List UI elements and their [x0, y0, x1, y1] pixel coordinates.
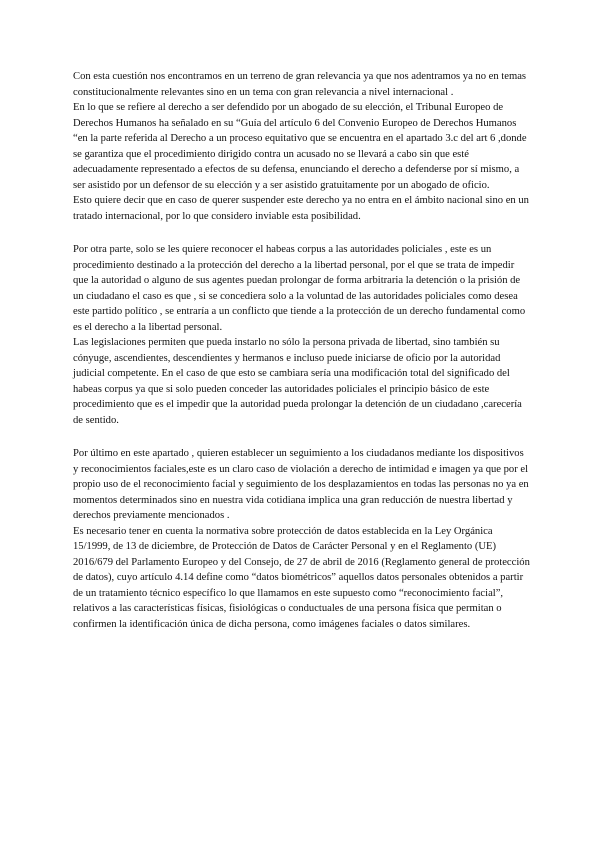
section-1	[73, 69, 531, 224]
document-body	[73, 69, 531, 650]
section-3	[73, 446, 531, 632]
paragraph: Es necesario tener en cuenta la normativa sobre protección de datos establecida en la Ley Orgánica 15/1999, de 13 de diciembre, de Protección de Datos de Carácter Personal y en el Reglamento (UE) 2016/679 del Parlamento Europeo y del Consejo, de 27 de abril de 2016 (Reglamento general de protección de datos), cuyo artículo 4.14 define como “datos biométricos” aquellos datos personales obtenidos a partir de un tratamiento técnico específico lo que llamamos en este supuesto como “reconocimiento facial”, relativos a las características físicas, fisiológicas o conductuales de una persona física que permitan o confirmen la identificación única de dicha persona, como imágenes faciales o datos similares.	[73, 525, 530, 630]
paragraph: Esto quiere decir que en caso de querer suspender este derecho ya no entra en el ámbito nacional sino en un tratado internacional, por lo que considero inviable esta posibilidad.	[73, 195, 529, 222]
paragraph: Con esta cuestión nos encontramos en un terreno de gran relevancia ya que nos adentramos ya no en temas constitucionalmente relevantes sino en un tema con gran relevancia a nivel internacional .	[73, 71, 527, 98]
paragraph: En lo que se refiere al derecho a ser defendido por un abogado de su elección, el Tribunal Europeo de Derechos Humanos ha señalado en su “Guía del artículo 6 del Convenio Europeo de Derechos Humanos “en la parte referida al Derecho a un proceso equitativo que se encuentra en el apartado 3.c del art 6 ,donde se garantiza que el procedimiento dirigido contra un acusado no se llevará a cabo sin que esté adecuadamente representado a efectos de su defensa, enunciando el derecho a defenderse por sí mismo, a ser asistido por un defensor de su elección y a ser asistido gratuitamente por un abogado de oficio.	[73, 102, 527, 191]
paragraph: Por último en este apartado , quieren establecer un seguimiento a los ciudadanos mediante los dispositivos y reconocimientos faciales,este es un claro caso de violación a derecho de intimidad e imagen ya que por el propio uso de el reconocimiento facial y seguimiento de los desplazamientos en todas las personas no ya en momentos determinados sino en nuestra vida cotidiana implica una gran reducción de nuestra libertad y derechos previamente mencionados .	[73, 448, 529, 521]
paragraph: Las legislaciones permiten que pueda instarlo no sólo la persona privada de libertad, sino también su cónyuge, ascendientes, descendientes y hermanos e incluso puede iniciarse de oficio por la autoridad judicial competente. En el caso de que esto se cambiara sería una modificación total del significado del habeas corpus ya que si solo pueden conceder las autoridades policiales el principio básico de este procedimiento que es el impedir que la autoridad pueda prolongar la detención de un ciudadano ,carecería de sentido.	[73, 337, 522, 426]
section-2	[73, 242, 531, 428]
paragraph: Por otra parte, solo se les quiere reconocer el habeas corpus a las autoridades policiales , este es un procedimiento destinado a la protección del derecho a la libertad personal, por el que se trata de impedir que la autoridad o alguno de sus agentes puedan prolongar de forma arbitraria la detención o la prisión de un ciudadano el caso es que , si se concediera solo a la voluntad de las autoridades policiales como desea este partido político , se entraría a un conflicto que tiende a la protección de un derecho fundamental como es el derecho a la libertad personal.	[73, 244, 526, 333]
